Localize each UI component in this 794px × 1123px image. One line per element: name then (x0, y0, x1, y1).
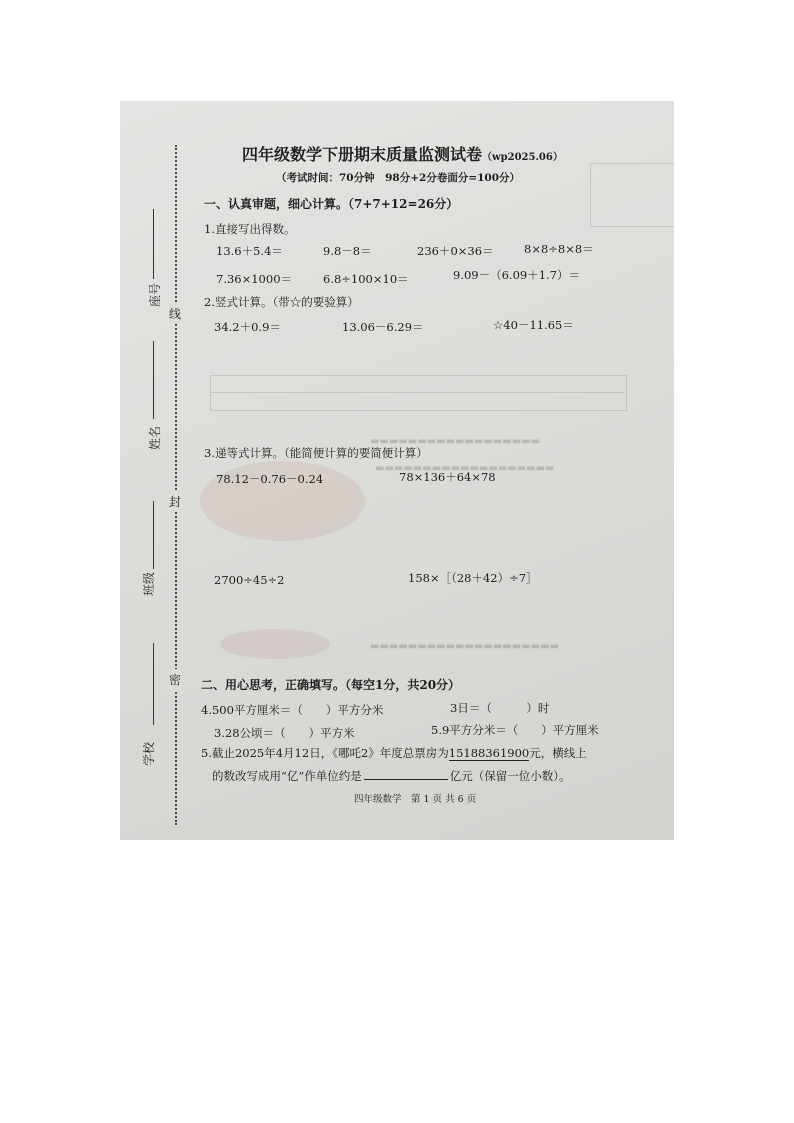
bleed-text-1: ▬▬▬▬▬▬▬▬▬▬▬▬▬▬▬▬▬▬ (370, 436, 541, 447)
q1-item-3: 236＋0×36＝ (417, 244, 494, 258)
section2-heading: 二、用心思考，正确填写。（每空1分，共20分） (201, 678, 461, 692)
name-line (153, 341, 154, 419)
seal-char-line: 线 (169, 303, 181, 324)
seat-number-label: 座号 (148, 282, 162, 307)
q4-item-1: 4.500平方厘米＝（ ）平方分米 (201, 703, 384, 717)
bleed-table-top (590, 163, 674, 227)
q5-answer-blank (364, 769, 448, 780)
q3-title: 3.递等式计算。（能简便计算的要简便计算） (204, 446, 428, 460)
q1-item-6: 6.8÷100×10＝ (323, 272, 409, 286)
q3-item-4: 158×［（28＋42）÷7］ (408, 571, 538, 585)
q4-item-3: 3.28公顷＝（ ）平方米 (214, 726, 355, 740)
q5-line-1 (201, 748, 587, 761)
page-footer: 四年级数学 第 1 页 共 6 页 (354, 794, 477, 805)
q1-item-5: 7.36×1000＝ (216, 272, 293, 286)
bleed-text-3: ▬▬▬▬▬▬▬▬▬▬▬▬▬▬▬▬▬▬▬▬ (370, 641, 559, 652)
q4-item-4: 5.9平方分米＝（ ）平方厘米 (431, 723, 599, 737)
exam-title (242, 147, 563, 163)
seal-char-seal: 封 (169, 491, 181, 512)
q1-item-7: 9.09－（6.09＋1.7）＝ (453, 268, 580, 282)
exam-subtitle: （考试时间：70分钟 98分+2分卷面分=100分） (276, 172, 521, 184)
name-label: 姓名 (148, 425, 162, 450)
q5-text-b: 元，横线上 (529, 746, 587, 760)
q5-line-2 (212, 769, 571, 783)
q3-item-3: 2700÷45÷2 (214, 573, 285, 587)
q1-item-1: 13.6＋5.4＝ (216, 244, 283, 258)
q1-item-2: 9.8－8＝ (323, 244, 372, 258)
q3-item-2: 78×136＋64×78 (399, 470, 496, 484)
q2-item-3: ☆40－11.65＝ (493, 318, 574, 332)
section1-heading: 一、认真审题，细心计算。（7+7+12=26分） (204, 197, 459, 211)
q4-item-2: 3日＝（ ）时 (450, 701, 550, 715)
q5-text-a: 5.截止2025年4月12日，《哪吒2》年度总票房为 (201, 746, 449, 760)
q5-text-c: 的数改写成用“亿”作单位约是 (212, 769, 362, 783)
school-label: 学校 (142, 741, 156, 766)
school-line (153, 643, 154, 725)
q1-item-4: 8×8÷8×8＝ (524, 242, 594, 256)
q3-item-1: 78.12－0.76－0.24 (216, 472, 324, 486)
q5-text-d: 亿元（保留一位小数）。 (449, 769, 571, 783)
bleed-table-middle-row (210, 375, 625, 393)
class-line (153, 501, 154, 569)
q2-item-2: 13.06－6.29＝ (342, 320, 424, 334)
bleed-stain-2 (220, 629, 330, 659)
class-label: 班级 (142, 571, 156, 596)
exam-title-text: 四年级数学下册期末质量监测试卷 (242, 145, 483, 164)
q5-box-office-number: 15188361900 (448, 746, 530, 760)
seal-char-secret: 密 (169, 669, 181, 690)
q1-title: 1.直接写出得数。 (204, 222, 296, 236)
bleed-text-2: ▬▬▬▬▬▬▬▬▬▬▬▬▬▬▬▬▬▬▬ (375, 463, 555, 474)
binding-dotted-line (175, 145, 177, 825)
scanned-page (120, 101, 674, 840)
q2-title: 2.竖式计算。（带☆的要验算） (204, 295, 359, 309)
exam-code: （wp2025.06） (482, 152, 563, 163)
seat-number-line (153, 209, 154, 279)
q2-item-1: 34.2＋0.9＝ (214, 320, 281, 334)
